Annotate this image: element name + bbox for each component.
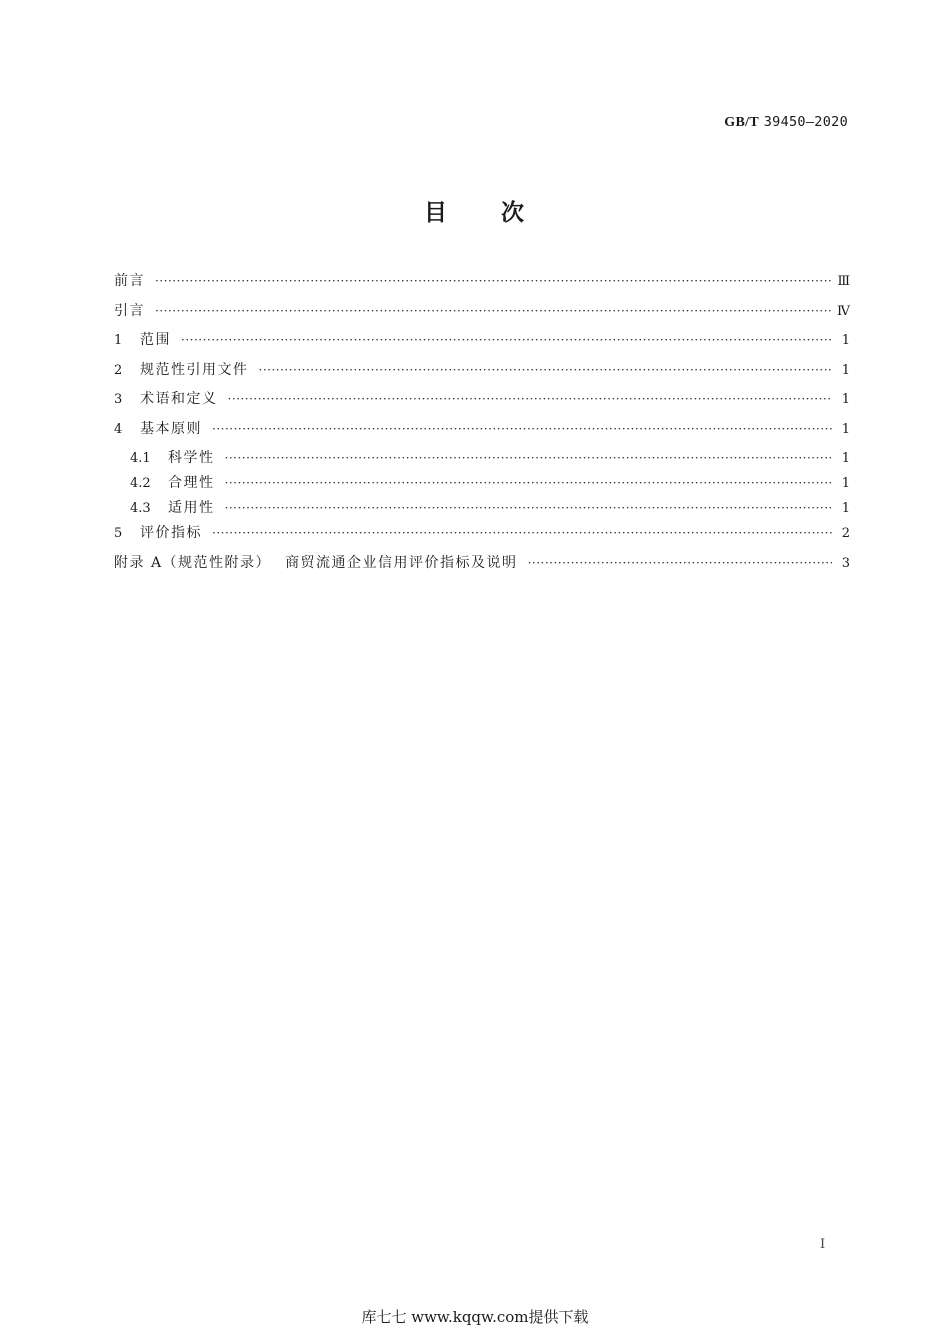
- toc-label: [114, 552, 518, 572]
- title-char-1: 目: [424, 200, 449, 226]
- toc-leader: [181, 333, 832, 347]
- toc-label: 前言: [114, 273, 145, 289]
- toc-label: 规范性引用文件: [140, 361, 249, 378]
- toc-number: 3: [114, 392, 123, 407]
- toc-label: 术语和定义: [140, 391, 218, 407]
- toc-entry-normative-references[interactable]: [114, 359, 850, 389]
- page-title: [0, 194, 950, 227]
- toc-page: 1: [841, 362, 850, 378]
- appendix-designation: 附录 A（规范性附录）: [114, 554, 272, 571]
- toc-label: 适用性: [168, 500, 215, 516]
- toc-entry-basic-principles[interactable]: [114, 418, 850, 448]
- toc-page: 1: [841, 333, 850, 348]
- toc-leader: [212, 526, 832, 540]
- toc-leader: [259, 363, 833, 377]
- appendix-title: 商贸流通企业信用评价指标及说明: [285, 554, 518, 571]
- standard-prefix: GB/T: [724, 115, 759, 130]
- title-char-2: 次: [501, 200, 526, 226]
- toc-number: 1: [114, 333, 123, 348]
- table-of-contents: [114, 270, 850, 581]
- toc-leader: [228, 392, 833, 406]
- toc-entry-rationality[interactable]: [114, 472, 850, 497]
- toc-entry-foreword[interactable]: [114, 270, 850, 300]
- toc-page: Ⅲ: [837, 274, 850, 289]
- toc-page: 2: [841, 526, 850, 541]
- toc-label: 范围: [140, 332, 171, 348]
- page-folio: I: [820, 1237, 826, 1252]
- toc-leader: [225, 501, 833, 515]
- standard-code: [724, 114, 848, 131]
- toc-number: 4.2: [130, 476, 151, 491]
- toc-leader: [528, 556, 832, 570]
- toc-entry-appendix-a[interactable]: [114, 552, 850, 582]
- toc-label: 基本原则: [140, 420, 202, 437]
- toc-label: 评价指标: [140, 525, 202, 541]
- toc-page: 1: [841, 451, 850, 466]
- toc-page: 1: [841, 421, 850, 437]
- toc-entry-scope[interactable]: [114, 329, 850, 359]
- standard-number: 39450—2020: [763, 114, 848, 130]
- toc-label: 合理性: [168, 475, 215, 491]
- toc-number: 4: [114, 421, 123, 437]
- toc-entry-terms-definitions[interactable]: [114, 388, 850, 418]
- toc-entry-introduction[interactable]: [114, 300, 850, 330]
- toc-entry-scientific[interactable]: [114, 447, 850, 472]
- toc-number: 2: [114, 362, 123, 378]
- toc-label: 科学性: [168, 450, 215, 466]
- toc-page: Ⅳ: [837, 303, 850, 319]
- toc-number: 4.1: [130, 451, 151, 466]
- toc-page: 1: [841, 392, 850, 407]
- toc-leader: [212, 422, 832, 436]
- toc-leader: [155, 304, 831, 318]
- toc-label: 引言: [114, 302, 145, 319]
- toc-page: 1: [841, 476, 850, 491]
- toc-leader: [225, 451, 833, 465]
- toc-number: 5: [114, 526, 123, 541]
- download-watermark: 库七七 www.kqqw.com提供下载: [361, 1308, 589, 1326]
- toc-entry-evaluation-indicators[interactable]: [114, 522, 850, 552]
- toc-leader: [225, 476, 833, 490]
- toc-page: 3: [841, 555, 850, 571]
- toc-leader: [155, 274, 831, 288]
- toc-page: 1: [841, 501, 850, 516]
- toc-number: 4.3: [130, 501, 151, 516]
- toc-entry-applicability[interactable]: [114, 497, 850, 522]
